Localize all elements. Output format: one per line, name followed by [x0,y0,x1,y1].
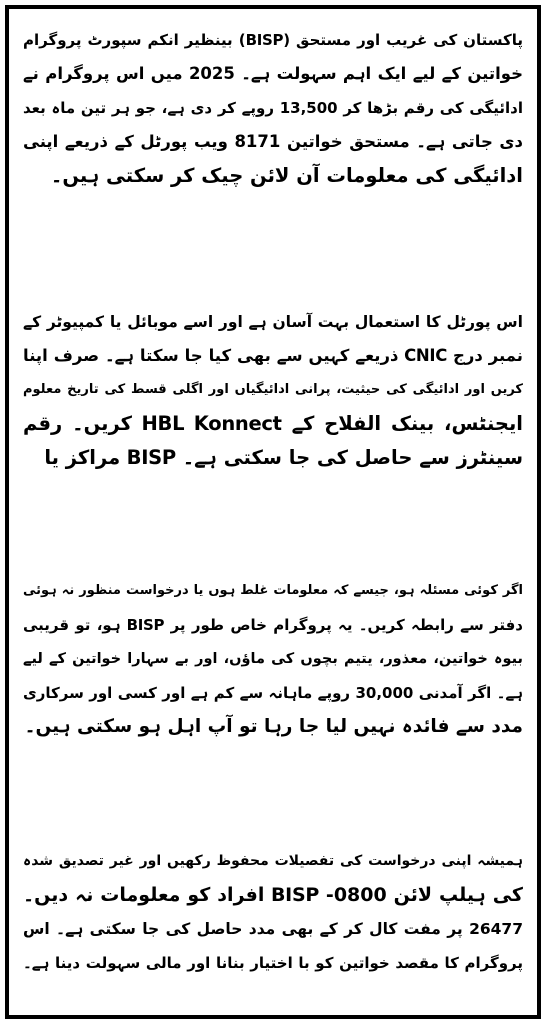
paragraph-1-line-1: پاکستان کی غریب اور مستحق (BISP) بینظیر انکم سپورٹ پروگرام [23,31,523,49]
document-body [23,9,523,1015]
paragraph-4-line-3: 26477 پر مفت کال کر کے بھی مدد حاصل کی جا سکتی ہے۔ اس [23,920,523,938]
paragraph-3-line-2: دفتر سے رابطہ کریں۔ یہ پروگرام خاص طور پر BISP ہو، تو قریبی [23,616,523,634]
paragraph-4-line-1: ہمیشہ اپنی درخواست کی تفصیلات محفوظ رکھیں اور غیر تصدیق شدہ [23,853,523,869]
paragraph-1-line-5: ادائیگی کی معلومات آن لائن چیک کر سکتی ہیں۔ [50,164,523,187]
paragraph-2-line-4: ایجنٹس، بینک الفلاح کے HBL Konnect کریں۔ رقم [23,412,523,435]
paragraph-3-line-3: بیوہ خواتین، معذور، یتیم بچوں کی ماؤں، اور بے سہارا خواتین کے لیے [23,651,523,667]
paragraph-1 [23,23,523,193]
paragraph-2-line-5: سینٹرز سے حاصل کی جا سکتی ہے۔ BISP مراکز یا [44,446,523,469]
paragraph-2-line-2: نمبر درج CNIC ذریعے کہیں سے بھی کیا جا سکتا ہے۔ صرف اپنا [23,346,523,365]
paragraph-1-line-2: خواتین کے لیے ایک اہم سہولت ہے۔ 2025 میں اس پروگرام نے [23,64,523,83]
document-frame [5,5,541,1019]
paragraph-1-line-4: دی جاتی ہے۔ مستحق خواتین 8171 ویب پورٹل کے ذریعے اپنی [23,132,523,151]
paragraph-3-line-5: مدد سے فائدہ نہیں لیا جا رہا تو آپ اہل ہو سکتی ہیں۔ [24,716,523,737]
paragraph-1-line-3: ادائیگی کی رقم بڑھا کر 13,500 روپے کر دی ہے، جو ہر تین ماہ بعد [23,99,523,117]
paragraph-2-line-1: اس پورٹل کا استعمال بہت آسان ہے اور اسے موبائل یا کمپیوٹر کے [23,313,523,331]
paragraph-3 [23,574,523,744]
paragraph-2 [23,305,523,475]
paragraph-4 [23,844,523,980]
paragraph-4-line-4: پروگرام کا مقصد خواتین کو با اختیار بنانا اور مالی سہولت دینا ہے۔ [23,954,523,972]
paragraph-3-line-1: اگر کوئی مسئلہ ہو، جیسے کہ معلومات غلط ہوں یا درخواست منظور نہ ہوئی [23,583,523,598]
paragraph-3-line-4: ہے۔ اگر آمدنی 30,000 روپے ماہانہ سے کم ہے اور کسی اور سرکاری [23,684,523,702]
paragraph-4-line-2: کی ہیلپ لائن 0800- BISP افراد کو معلومات نہ دیں۔ [23,884,523,906]
paragraph-2-line-3: کریں اور ادائیگی کی حیثیت، پرانی ادائیگیاں اور اگلی قسط کی تاریخ معلوم [23,382,523,397]
